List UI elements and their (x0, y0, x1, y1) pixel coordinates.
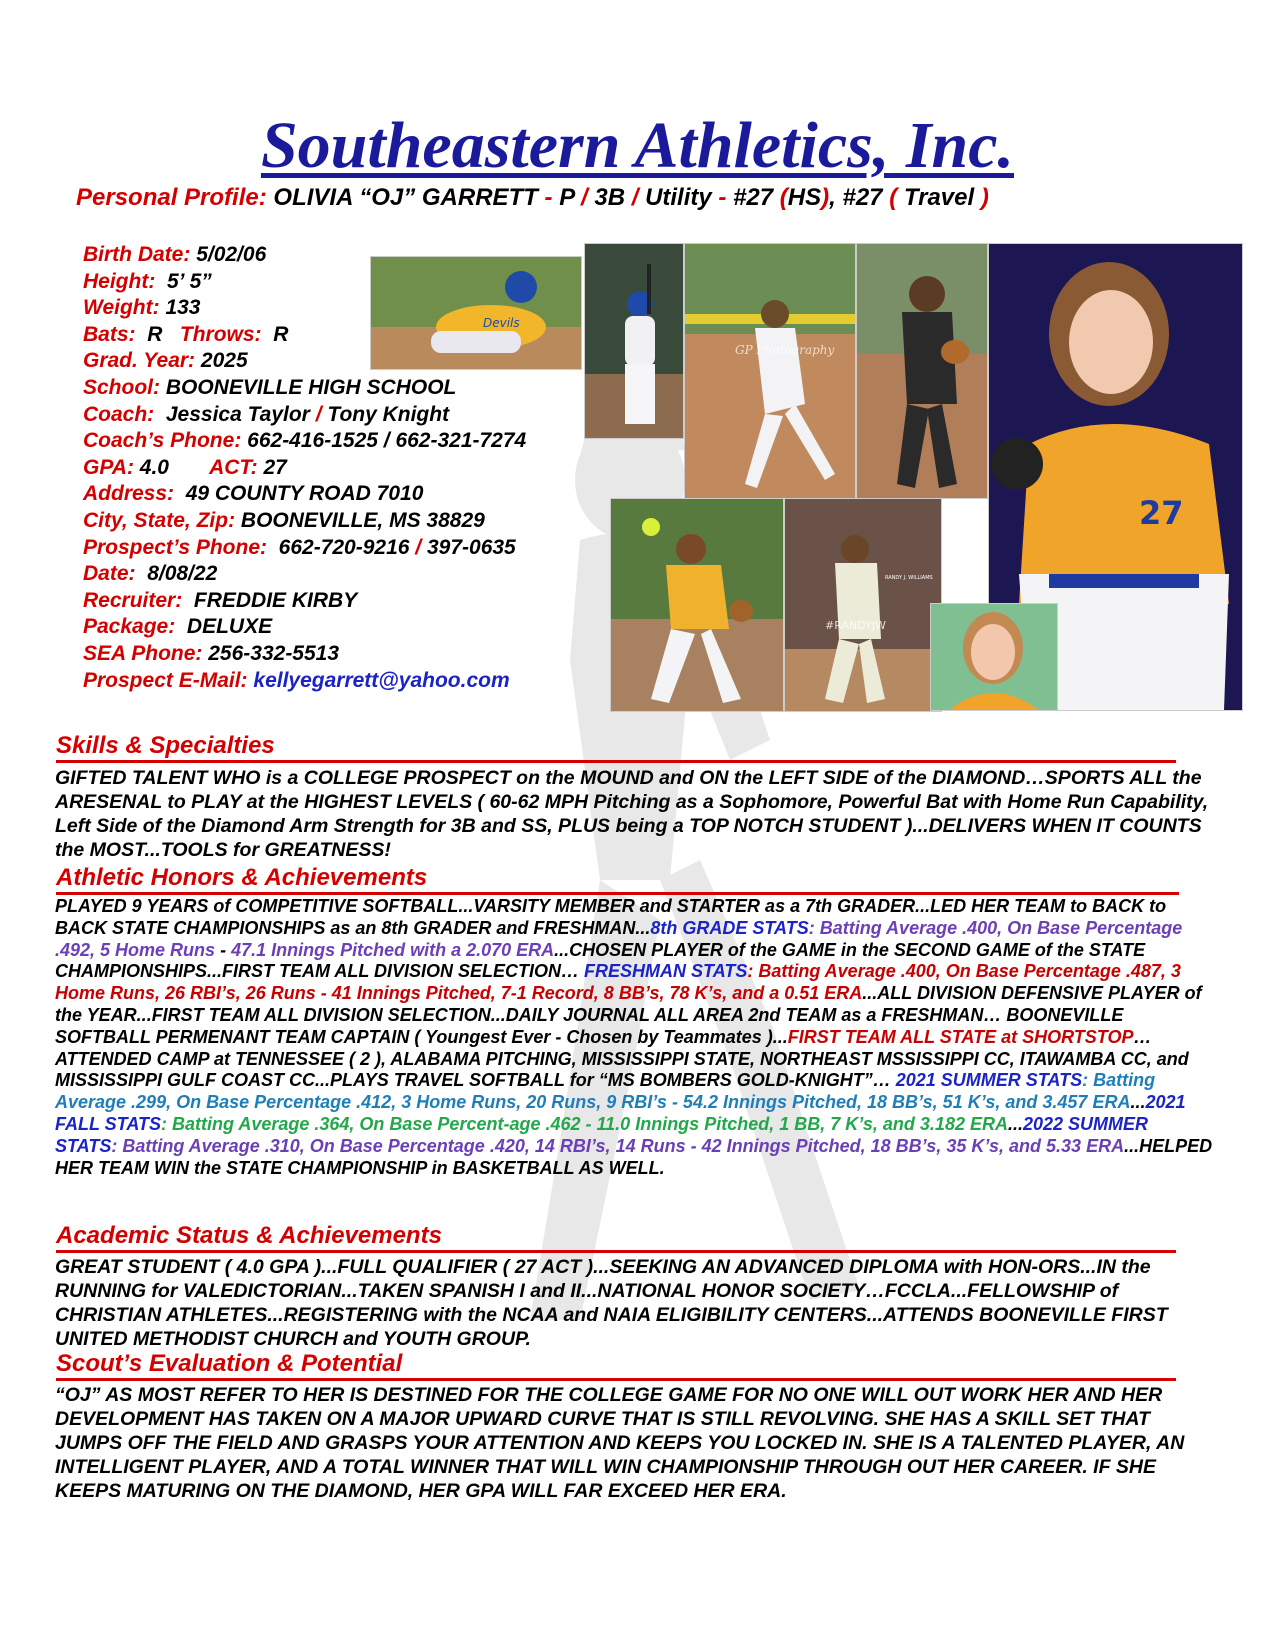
prospect-phone-2: 397-0635 (426, 535, 516, 559)
coach-phone-value: 662-416-1525 / 662-321-7274 (247, 429, 527, 453)
honors-divider (56, 892, 1179, 895)
bats-label: Bats: (83, 322, 136, 346)
info-email (83, 668, 526, 695)
stats-label-2022-summer: 2022 SUMMER STATS (55, 1113, 1149, 1156)
coach-phone-label: Coach’s Phone: (83, 429, 242, 453)
recruiter-value: FREDDIE KIRBY (193, 588, 358, 612)
separator: - (544, 184, 553, 211)
company-title: Southeastern Athletics, Inc. (260, 109, 1015, 182)
stats-8th-pitching: 47.1 Innings Pitched with a 2.070 ERA (231, 939, 555, 960)
photo-pitching-wide (684, 243, 856, 499)
position-3b: 3B (594, 184, 626, 211)
info-sea-phone (83, 641, 526, 668)
paren: ) (821, 184, 830, 211)
paren: ) (980, 184, 989, 211)
honors-heading: Athletic Honors & Achievements (56, 864, 428, 891)
info-prospect-phone (83, 535, 526, 562)
sea-phone-value: 256-332-5513 (208, 641, 340, 665)
info-coach-phone (83, 428, 526, 455)
act-value: 27 (263, 455, 287, 479)
date-value: 8/08/22 (147, 562, 218, 586)
honors-seg: ... (1130, 1092, 1146, 1113)
honors-text (55, 896, 1215, 1179)
honors-seg: : (808, 917, 820, 938)
coach-name-1: Jessica Taylor (165, 402, 310, 426)
skills-text: GIFTED TALENT WHO is a COLLEGE PROSPECT on the MOUND and ON the LEFT SIDE of the DIAMOND…SPORTS ALL the ARESENAL to PLAY at the HIGHEST LEVELS ( 60-62 MPH Pitching as a Sophomore, Powerful Bat with Home Run Capability, Left Side of the Diamond Arm Strength for 3B and SS, PLUS being a TOP NOTCH STUDENT )...DELIVERS WHEN IT COUNTS the MOST...TOOLS for GREATNESS! (55, 767, 1209, 861)
gpa-label: GPA: (83, 455, 134, 479)
personal-profile-line (76, 184, 989, 212)
height-label: Height: (83, 269, 156, 293)
csz-label: City, State, Zip: (83, 508, 236, 532)
paren: ( (889, 184, 898, 211)
photo-pitching-dark (856, 243, 988, 499)
stats-label-2021-fall: 2021 FALL STATS (55, 1092, 1186, 1134)
coach-label: Coach: (83, 402, 155, 426)
jersey-text: Devils (483, 316, 520, 330)
profile-label: Personal Profile: (76, 184, 267, 211)
act-label: ACT: (209, 455, 258, 479)
package-value: DELUXE (186, 615, 273, 639)
photo-fielding (610, 498, 784, 712)
photo-sliding (370, 256, 582, 370)
weight-label: Weight: (83, 296, 160, 320)
bats-value: R (147, 322, 163, 346)
company-title-wrap (0, 108, 1275, 184)
info-csz (83, 508, 526, 535)
prospect-phone-1: 662-720-9216 (278, 535, 410, 559)
gpa-value: 4.0 (139, 455, 169, 479)
position-p: P (559, 184, 575, 211)
honors-seg: PLAYED 9 YEARS of COMPETITIVE SOFTBALL...VARSITY MEMBER and STARTER as a 7th GRADER...LED HER TEAM to BACK to BACK STATE CHAMPIONSHIPS as an 8th GRADER and FRESHMAN... (55, 896, 1167, 938)
csz-value: BOONEVILLE, MS 38829 (240, 508, 485, 532)
info-school (83, 375, 526, 402)
scout-text: “OJ” AS MOST REFER TO HER IS DESTINED FOR THE COLLEGE GAME FOR NO ONE WILL OUT WORK HER AND HER DEVELOPMENT HAS TAKEN ON A MAJOR UPWARD CURVE THAT IS STILL REVOLVING. SHE HAS A SKILL SET THAT JUMPS OFF THE FIELD AND GRASPS YOUR ATTENTION AND KEEPS YOU LOCKED IN. SHE IS A TALENTED PLAYER, AN INTELLIGENT PLAYER, AND A TOTAL WINNER THAT WILL WIN CHAMPIONSHIP THROUGH OUT HER CAREER. IF SHE KEEPS MATURING ON THE DIAMOND, HER GPA WILL FAR EXCEED HER ERA. (55, 1384, 1185, 1502)
sea-phone-label: SEA Phone: (83, 641, 203, 665)
photo-credit: GP Photography (735, 343, 835, 357)
paren: ( (779, 184, 788, 211)
email-link[interactable]: kellyegarrett@yahoo.com (253, 668, 510, 692)
honors-seg: ...ALL DIVISION DEFENSIVE PLAYER of the YEAR...FIRST TEAM ALL DIVISION SELECTION...DAILY JOURNAL ALL AREA 2nd TEAM as a FRESHMAN… BOONEVILLE SOFTBALL PERMENANT TEAM CAPTAIN ( Youngest Ever - Chosen by Teammates )... (55, 983, 1202, 1047)
photo-credit-randy-full: RANDY J. WILLIAMS (885, 575, 933, 581)
stats-label-8th: 8th GRADE STATS (650, 917, 809, 938)
travel-label: Travel (903, 184, 975, 211)
grad-value: 2025 (200, 349, 248, 373)
stats-8th-batting: Batting Average .400, On Base Percentage .492, 5 Home Runs (55, 917, 1183, 960)
hs-label: HS (787, 184, 822, 211)
throws-value: R (273, 322, 289, 346)
honors-seg: ...CHOSEN PLAYER of the GAME in the SECOND GAME of the STATE CHAMPIONSHIPS...FIRST TEAM ALL DIVISION SELECTION… (55, 939, 1146, 982)
coach-separator: / (315, 402, 322, 426)
throws-label: Throws: (179, 322, 262, 346)
academic-text: GREAT STUDENT ( 4.0 GPA )...FULL QUALIFIER ( 27 ACT )...SEEKING AN ADVANCED DIPLOMA with HON-ORS...IN the RUNNING for VALEDICTORIAN...TAKEN SPANISH I and II...NATIONAL HONOR SOCIETY…FCCLA...FELLOWSHIP of CHRISTIAN ATHLETES...REGISTERING with the NCAA and NAIA ELIGIBILITY CENTERS...ATTENDS BOONEVILLE FIRST UNITED METHODIST CHURCH and YOUTH GROUP. (55, 1256, 1168, 1350)
info-address (83, 481, 526, 508)
school-value: BOONEVILLE HIGH SCHOOL (165, 375, 457, 399)
photo-batting-stance (784, 498, 942, 712)
address-label: Address: (83, 482, 175, 506)
travel-number: #27 (842, 184, 883, 211)
stats-label-2021-summer: 2021 SUMMER STATS (895, 1070, 1083, 1091)
photo-credit-randy: #RANDYJW (825, 619, 886, 632)
academic-divider (56, 1250, 1176, 1253)
player-name: OLIVIA “OJ” GARRETT (273, 184, 538, 211)
jersey-number: 27 (1139, 494, 1184, 532)
grad-label: Grad. Year: (83, 349, 196, 373)
school-label: School: (83, 375, 160, 399)
all-state-honor: FIRST TEAM ALL STATE at SHORTSTOP (787, 1026, 1134, 1047)
info-gpa-act (83, 455, 526, 482)
info-date (83, 561, 526, 588)
date-label: Date: (83, 562, 136, 586)
recruiter-label: Recruiter: (83, 588, 183, 612)
stats-2022-summer: : Batting Average .310, On Base Percentage .420, 14 RBI’s, 14 Runs - 42 Innings Pitched, 18 BB’s, 35 K’s, and 5.33 ERA (111, 1135, 1125, 1156)
position-utility: Utility (645, 184, 712, 211)
info-package (83, 614, 526, 641)
stats-2021-fall: : Batting Average .364, On Base Percent-age .462 - 11.0 Innings Pitched, 1 BB, 7 K’s, and 3.182 ERA (161, 1113, 1008, 1134)
skills-divider (56, 760, 1176, 763)
scout-heading: Scout’s Evaluation & Potential (56, 1350, 403, 1377)
info-recruiter (83, 588, 526, 615)
photo-headshot (930, 603, 1058, 711)
skills-heading: Skills & Specialties (56, 732, 275, 759)
photo-batting (584, 243, 684, 439)
stats-2021-summer: : Batting Average .299, On Base Percentage .412, 3 Home Runs, 20 Runs, 9 RBI’s - 54.2 Innings Pitched, 18 BB’s, 51 K’s, and 3.457 ERA (55, 1070, 1156, 1113)
separator: / (631, 184, 639, 211)
honors-seg: - (215, 939, 232, 960)
coach-name-2: Tony Knight (327, 402, 450, 426)
academic-heading: Academic Status & Achievements (56, 1222, 442, 1249)
birth-label: Birth Date: (83, 243, 191, 266)
separator: - (718, 184, 727, 211)
stats-freshman: : Batting Average .400, On Base Percentage .487, 3 Home Runs, 26 RBI’s, 26 Runs - 41 Innings Pitched, 7-1 Record, 8 BB’s, 78 K’s, and a 0.51 ERA (55, 961, 1181, 1004)
hs-number: #27 (733, 184, 774, 211)
weight-value: 133 (165, 296, 201, 320)
stats-label-freshman: FRESHMAN STATS (584, 961, 748, 982)
package-label: Package: (83, 615, 176, 639)
honors-seg: … ATTENDED CAMP at TENNESSEE ( 2 ), ALABAMA PITCHING, MISSISSIPPI STATE, NORTHEAST MSSISSIPPI CC, ITAWAMBA CC, and MISSISSIPPI GULF COAST CC...PLAYS TRAVEL SOFTBALL for “MS BOMBERS GOLD-KNIGHT”… (55, 1026, 1189, 1091)
birth-value: 5/02/06 (196, 243, 267, 266)
address-value: 49 COUNTY ROAD 7010 (185, 482, 424, 506)
scout-divider (56, 1378, 1176, 1381)
honors-seg: ...HELPED HER TEAM WIN the STATE CHAMPIONSHIP in BASKETBALL AS WELL. (55, 1135, 1213, 1178)
prospect-phone-label: Prospect’s Phone: (83, 535, 267, 559)
height-value: 5’ 5” (167, 269, 212, 293)
separator: / (581, 184, 588, 211)
honors-seg: ... (1007, 1113, 1023, 1134)
prospect-phone-separator: / (415, 535, 422, 559)
comma: , (829, 184, 836, 211)
email-label: Prospect E-Mail: (83, 668, 248, 692)
info-coach (83, 402, 526, 429)
